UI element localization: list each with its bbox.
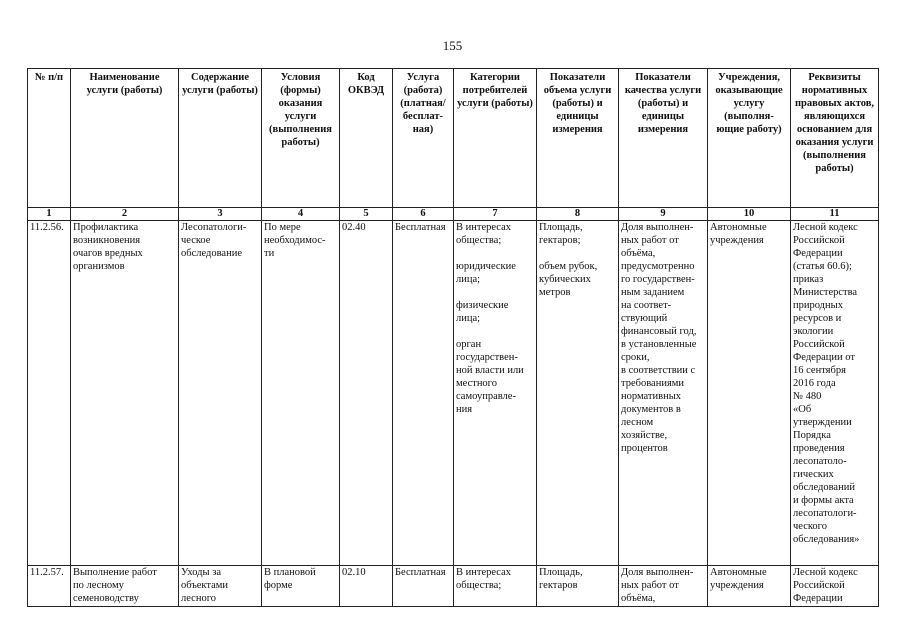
cell-line: Министерства [793, 287, 858, 298]
cell-line: на соответ- [621, 300, 672, 311]
cell-line: ресурсов и [793, 313, 842, 324]
cell-line: ной власти или [456, 365, 524, 376]
volume-indicators [537, 566, 619, 607]
cell-line: по лесному [73, 580, 124, 591]
page-number: 155 [442, 38, 463, 53]
cell-line: проведения [793, 443, 845, 454]
cell-line: 16 сентября [793, 365, 846, 376]
header-paid: Услуга (работа) (платная/ бесплат- ная) [393, 69, 454, 208]
cell-line: объектами [181, 580, 229, 591]
cell-line: лица; [456, 274, 481, 285]
okved-code: 02.40 [340, 221, 393, 566]
cell-line: самоуправле- [456, 391, 516, 402]
row-number: 11.2.56. [28, 221, 71, 566]
cell-line: (статья 60.6); [793, 261, 852, 272]
service-conditions [262, 566, 340, 607]
header-conditions: Условия (формы) оказания услуги (выполнения работы) [262, 69, 340, 208]
cell-line: По мере [264, 222, 301, 233]
cell-line: В плановой [264, 567, 316, 578]
service-content [179, 221, 262, 566]
column-number: 2 [71, 208, 179, 221]
cell-line: Выполнение работ [73, 567, 157, 578]
table-row [28, 221, 879, 566]
column-number: 4 [262, 208, 340, 221]
cell-line: Федерации [793, 593, 843, 604]
cell-line: утверждении [793, 417, 852, 428]
volume-indicators [537, 221, 619, 566]
quality-indicators [619, 221, 708, 566]
column-number: 10 [708, 208, 791, 221]
cell-line: ческое [181, 235, 211, 246]
cell-line: государствен- [456, 352, 518, 363]
group-gap [456, 286, 534, 299]
paid-status: Бесплатная [393, 221, 454, 566]
column-number: 5 [340, 208, 393, 221]
cell-line: Российской [793, 580, 845, 591]
cell-line: процентов [621, 443, 668, 454]
cell-line: Профилактика [73, 222, 139, 233]
service-conditions [262, 221, 340, 566]
column-number: 7 [454, 208, 537, 221]
consumer-categories [454, 221, 537, 566]
cell-line: № 480 [793, 391, 822, 402]
cell-line: объёма, [621, 248, 656, 259]
cell-line: ных работ от [621, 580, 679, 591]
cell-line: необходимос- [264, 235, 326, 246]
group-gap [456, 247, 534, 260]
cell-line: сроки, [621, 352, 650, 363]
cell-line: ния [456, 404, 473, 415]
cell-line: документов в [621, 404, 681, 415]
cell-line: лица; [456, 313, 481, 324]
cell-line: в соответствии с [621, 365, 696, 376]
column-number-row [28, 208, 879, 221]
cell-line: Лесной кодекс [793, 567, 858, 578]
cell-line: гектаров; [539, 235, 581, 246]
column-number: 8 [537, 208, 619, 221]
cell-line: требованиями [621, 378, 685, 389]
header-content: Содержание услуги (работы) [179, 69, 262, 208]
cell-line: объем рубок, [539, 261, 598, 272]
cell-line: Автономные [710, 567, 767, 578]
cell-line: лесном [621, 417, 654, 428]
legal-acts [791, 221, 879, 566]
cell-line: экологии [793, 326, 834, 337]
cell-line: Лесной кодекс [793, 222, 858, 233]
service-name [71, 566, 179, 607]
cell-line: юридические [456, 261, 516, 272]
quality-indicators [619, 566, 708, 607]
cell-line: ным заданием [621, 287, 685, 298]
table-row [28, 566, 879, 607]
cell-line: общества; [456, 235, 502, 246]
paid-status: Бесплатная [393, 566, 454, 607]
cell-line: очагов вредных [73, 248, 143, 259]
cell-line: нормативных [621, 391, 682, 402]
column-number: 3 [179, 208, 262, 221]
cell-line: Площадь, [539, 222, 583, 233]
cell-line: учреждения [710, 580, 764, 591]
cell-line: форме [264, 580, 293, 591]
cell-line: объёма, [621, 593, 656, 604]
cell-line: гектаров [539, 580, 578, 591]
legal-acts [791, 566, 879, 607]
cell-line: обследования» [793, 534, 860, 545]
header-row [28, 69, 879, 208]
cell-line: ствующий [621, 313, 668, 324]
cell-line: «Об [793, 404, 812, 415]
service-content [179, 566, 262, 607]
column-number: 6 [393, 208, 454, 221]
header-name: Наименование услуги (работы) [71, 69, 179, 208]
cell-line: Площадь, [539, 567, 583, 578]
cell-line: Федерации от [793, 352, 855, 363]
row-number: 11.2.57. [28, 566, 71, 607]
cell-line: семеноводству [73, 593, 139, 604]
cell-line: предусмотренно [621, 261, 695, 272]
institutions [708, 221, 791, 566]
cell-line: Федерации [793, 248, 843, 259]
service-name [71, 221, 179, 566]
cell-line: природных [793, 300, 843, 311]
header-volume: Показатели объема услуги (работы) и единицы измерения [537, 69, 619, 208]
cell-line: местного [456, 378, 497, 389]
cell-line: ческого [793, 521, 827, 532]
cell-line: финансовый год, [621, 326, 697, 337]
cell-line: в установленные [621, 339, 697, 350]
cell-line: метров [539, 287, 571, 298]
cell-line: Уходы за [181, 567, 222, 578]
header-consumers: Категории потребителей услуги (работы) [454, 69, 537, 208]
header-institutions: Учреждения, оказывающие услугу (выполня- ющие работу) [708, 69, 791, 208]
cell-line: Доля выполнен- [621, 567, 694, 578]
header-quality: Показатели качества услуги (работы) и единицы измерения [619, 69, 708, 208]
cell-line: Российской [793, 339, 845, 350]
services-table [27, 68, 879, 607]
cell-line: обследований [793, 482, 855, 493]
cell-line: Лесопатологи- [181, 222, 247, 233]
cell-line: 2016 года [793, 378, 836, 389]
cell-line: физические [456, 300, 509, 311]
cell-line: гических [793, 469, 834, 480]
header-acts: Реквизиты нормативных правовых актов, являющихся основанием для оказания услуги (выполнения работы) [791, 69, 879, 208]
cell-line: Порядка [793, 430, 831, 441]
consumer-categories [454, 566, 537, 607]
cell-line: ных работ от [621, 235, 679, 246]
cell-line: общества; [456, 580, 502, 591]
column-number: 11 [791, 208, 879, 221]
cell-line: кубических [539, 274, 591, 285]
cell-line: организмов [73, 261, 125, 272]
group-gap [539, 247, 616, 260]
cell-line: хозяйстве, [621, 430, 668, 441]
column-number: 1 [28, 208, 71, 221]
group-gap [456, 325, 534, 338]
cell-line: лесопатоло- [793, 456, 847, 467]
okved-code: 02.10 [340, 566, 393, 607]
cell-line: го государствен- [621, 274, 695, 285]
cell-line: приказ [793, 274, 824, 285]
header-okved: Код ОКВЭД [340, 69, 393, 208]
cell-line: В интересах [456, 567, 511, 578]
cell-line: ти [264, 248, 275, 259]
cell-line: обследование [181, 248, 242, 259]
cell-line: Автономные [710, 222, 767, 233]
institutions [708, 566, 791, 607]
cell-line: орган [456, 339, 482, 350]
cell-line: возникновения [73, 235, 141, 246]
column-number: 9 [619, 208, 708, 221]
cell-line: В интересах [456, 222, 511, 233]
cell-line: лесного [181, 593, 216, 604]
cell-line: Доля выполнен- [621, 222, 694, 233]
cell-line: и формы акта [793, 495, 854, 506]
cell-line: Российской [793, 235, 845, 246]
header-num: № п/п [28, 69, 71, 208]
cell-line: лесопатологи- [793, 508, 857, 519]
cell-line: учреждения [710, 235, 764, 246]
